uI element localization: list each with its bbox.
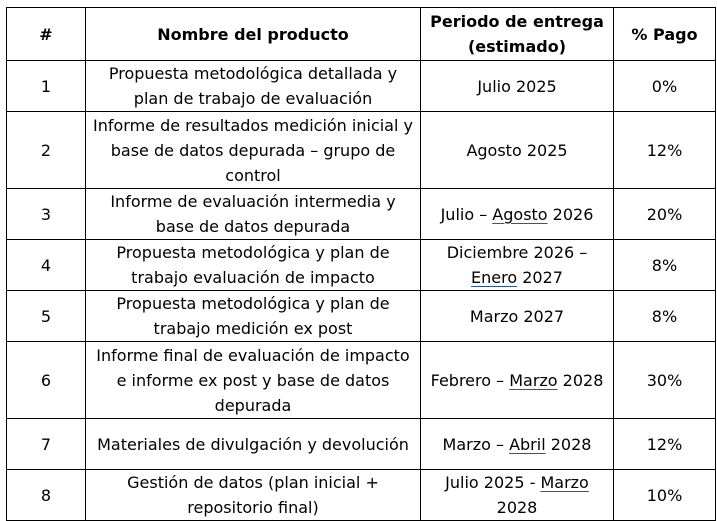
- payment-percent: 0%: [614, 61, 716, 112]
- period-start: Julio 2025 -: [445, 473, 541, 492]
- period-end: 2028: [557, 370, 604, 390]
- period-start: Julio –: [440, 204, 493, 224]
- header-payment-percent: % Pago: [614, 8, 716, 61]
- delivery-period: [421, 470, 614, 521]
- delivery-period: Agosto 2025: [421, 112, 614, 189]
- product-name: Propuesta metodológica y plan de trabajo medición ex post: [86, 291, 421, 342]
- row-number: 6: [7, 342, 86, 419]
- period-end: 2028: [496, 498, 538, 517]
- row-number: 5: [7, 291, 86, 342]
- payment-percent: 8%: [614, 240, 716, 291]
- period-underlined-month: Agosto: [492, 204, 548, 224]
- product-name: Propuesta metodológica detallada y plan de trabajo de evaluación: [86, 61, 421, 112]
- payment-percent: 12%: [614, 112, 716, 189]
- period-start: Diciembre 2026 –: [446, 243, 588, 262]
- table-header-row: [7, 8, 716, 61]
- product-name: Informe de evaluación intermedia y base de datos depurada: [86, 189, 421, 240]
- header-product-name: Nombre del producto: [86, 8, 421, 61]
- delivery-period: [421, 189, 614, 240]
- delivery-period: [421, 419, 614, 470]
- product-name: Gestión de datos (plan inicial + repositorio final): [86, 470, 421, 521]
- table-row: [7, 291, 716, 342]
- row-number: 8: [7, 470, 86, 521]
- product-name: Materiales de divulgación y devolución: [86, 419, 421, 470]
- product-name: Informe final de evaluación de impacto e informe ex post y base de datos depurada: [86, 342, 421, 419]
- header-number: #: [7, 8, 86, 61]
- table-row: [7, 240, 716, 291]
- delivery-period: Julio 2025: [421, 61, 614, 112]
- period-start: Marzo –: [442, 434, 510, 454]
- header-delivery-period: Periodo de entrega (estimado): [421, 8, 614, 61]
- delivery-period: Marzo 2027: [421, 291, 614, 342]
- row-number: 1: [7, 61, 86, 112]
- row-number: 2: [7, 112, 86, 189]
- table-row: [7, 61, 716, 112]
- period-end: 2028: [545, 434, 592, 454]
- table-row: [7, 112, 716, 189]
- table-row: [7, 189, 716, 240]
- product-name: Propuesta metodológica y plan de trabajo evaluación de impacto: [86, 240, 421, 291]
- payment-percent: 12%: [614, 419, 716, 470]
- period-end: 2026: [547, 204, 594, 224]
- period-end: 2027: [517, 268, 563, 287]
- period-underlined-month: Enero: [471, 268, 518, 287]
- period-underlined-month: Abril: [509, 434, 546, 454]
- product-name: Informe de resultados medición inicial y base de datos depurada – grupo de control: [86, 112, 421, 189]
- payment-percent: 8%: [614, 291, 716, 342]
- period-start: Febrero –: [430, 370, 510, 390]
- delivery-period: [421, 342, 614, 419]
- row-number: 3: [7, 189, 86, 240]
- payment-percent: 30%: [614, 342, 716, 419]
- row-number: 4: [7, 240, 86, 291]
- delivery-schedule-table: [6, 7, 716, 521]
- payment-percent: 20%: [614, 189, 716, 240]
- period-underlined-month: Marzo: [540, 473, 589, 492]
- table-row: [7, 470, 716, 521]
- table-row: [7, 342, 716, 419]
- row-number: 7: [7, 419, 86, 470]
- period-underlined-month: Marzo: [509, 370, 558, 390]
- payment-percent: 10%: [614, 470, 716, 521]
- delivery-period: [421, 240, 614, 291]
- table-row: [7, 419, 716, 470]
